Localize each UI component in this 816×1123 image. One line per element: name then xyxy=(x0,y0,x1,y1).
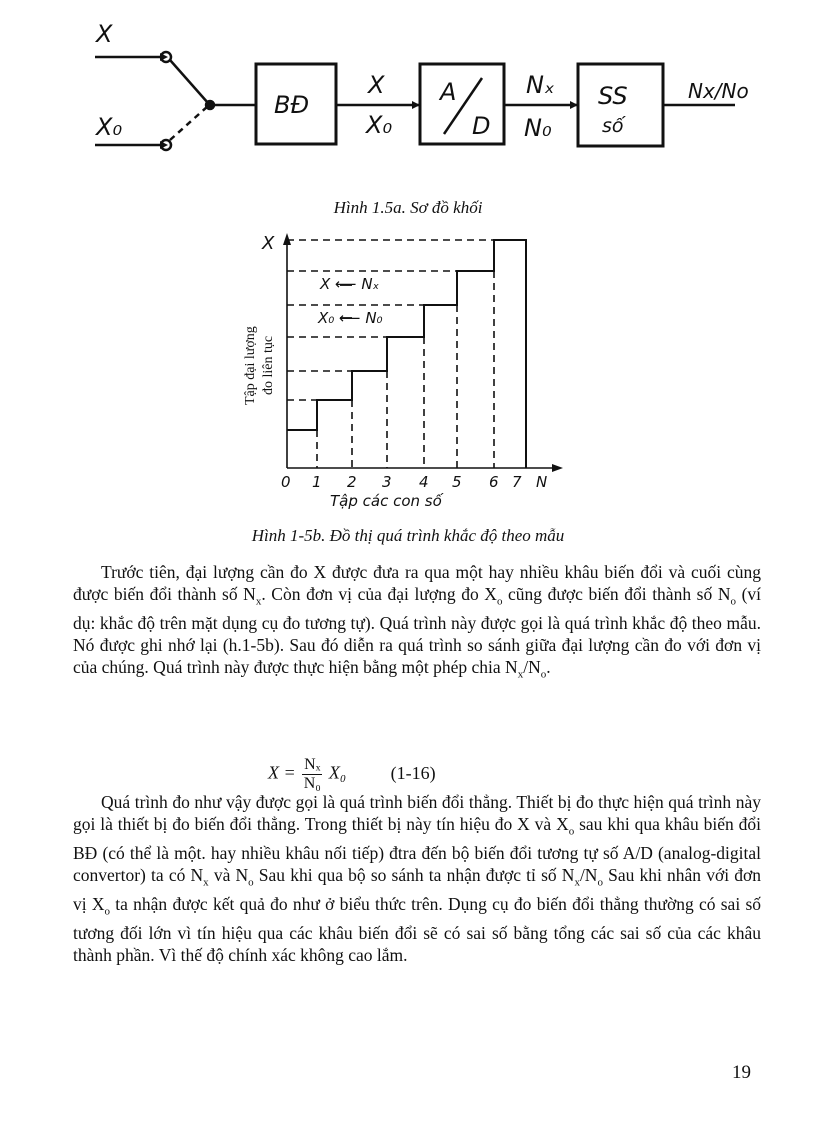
caption-figure-a: Hình 1.5a. Sơ đồ khối xyxy=(333,198,483,217)
ad-top-label: A xyxy=(440,78,457,106)
caption-figure-b: Hình 1-5b. Đồ thị quá trình khắc độ theo mẫu xyxy=(251,526,565,545)
x-tick-2: 2 xyxy=(347,473,357,491)
ss-label: SS xyxy=(598,82,628,110)
x-axis-label: Tập các con số xyxy=(330,492,442,510)
y-axis-symbol: X xyxy=(262,233,275,254)
formula-number: (1-16) xyxy=(390,762,436,783)
staircase-graph xyxy=(0,225,816,525)
block-ad xyxy=(420,64,504,144)
x-tick-1: 1 xyxy=(312,473,322,491)
x-tick-n: N xyxy=(536,473,548,491)
input-x0-label: X₀ xyxy=(96,113,123,141)
output-label: Nx/No xyxy=(688,79,749,103)
so-label: số xyxy=(602,115,624,137)
formula-rhs: X₀ xyxy=(328,762,347,783)
x-tick-4: 4 xyxy=(419,473,429,491)
legend-x-nx: X ⟵ Nₓ xyxy=(320,275,380,293)
formula-denominator: N₀ xyxy=(303,775,321,792)
input-x-label: X xyxy=(96,20,113,48)
signal-x-label: X xyxy=(368,71,385,99)
formula-1-16 xyxy=(268,756,436,793)
ad-bottom-label: D xyxy=(472,112,491,140)
x-tick-7: 7 xyxy=(512,473,522,491)
legend-x0-n0: X₀ ⟵ N₀ xyxy=(318,309,383,327)
x-tick-6: 6 xyxy=(489,473,499,491)
y-axis-label-1: Tập đại lượng xyxy=(243,326,258,405)
block-diagram xyxy=(0,0,816,190)
x-tick-5: 5 xyxy=(452,473,462,491)
page-number: 19 xyxy=(732,1062,751,1083)
x-tick-0: 0 xyxy=(281,473,291,491)
bd-label: BĐ xyxy=(274,91,310,119)
paragraph-2: Quá trình đo như vậy được gọi là quá trình biến đổi thẳng. Thiết bị đo thực hiện quá trình này gọi là thiết bị đo biến đổi thẳng. Trong thiết bị này tín hiệu đo X và $X_o$ sau khi qua khâu biến đổi BĐ (có thể là một. hay nhiều khâu nối tiếp) đtra đến bộ biến đổi tương tự số A/D (analog-digital convertor) ta có $N_x$ và $N_o$ Sau khi qua bộ so sánh ta nhận được tỉ số $N_x/N_o$ Sau khi nhân với đơn vị $X_o$ ta nhận được kết quả đo như ở biểu thức trên. Dụng cụ đo biến đổi thẳng thường có sai số tương đối lớn vì tín hiệu qua các khâu biến đổi sẽ có sai số bằng tổng các sai số của các khâu thành phần. Vì thế độ chính xác không cao lắm. xyxy=(73,792,762,966)
formula-fraction xyxy=(302,756,322,793)
y-axis-label-2: đo liên tục xyxy=(261,335,276,395)
signal-x0-label: X₀ xyxy=(366,111,393,139)
n0-label: N₀ xyxy=(524,114,552,142)
formula-lhs: X = xyxy=(268,762,296,783)
formula-numerator: Nₓ xyxy=(304,756,321,773)
x-tick-3: 3 xyxy=(382,473,392,491)
paragraph-1: Trước tiên, đại lượng cần đo X được đưa ra qua một hay nhiều khâu biến đổi và cuối cùng được biến đổi thành số $N_x$. Còn đơn vị của đại lượng đo $X_o$ cũng được biến đổi thành số $N_o$ (ví dụ: khắc độ trên mặt dụng cụ đo tương tự). Quá trình này được gọi là quá trình khắc độ theo mẫu. Nó được ghi nhớ lại (h.1-5b). Sau đó diễn ra quá trình so sánh giữa đại lượng cần đo với đơn vị của chúng. Quá trình này được thực hiện bằng một phép chia $N_x/N_o$. xyxy=(73,562,762,681)
nx-label: Nₓ xyxy=(526,71,555,99)
